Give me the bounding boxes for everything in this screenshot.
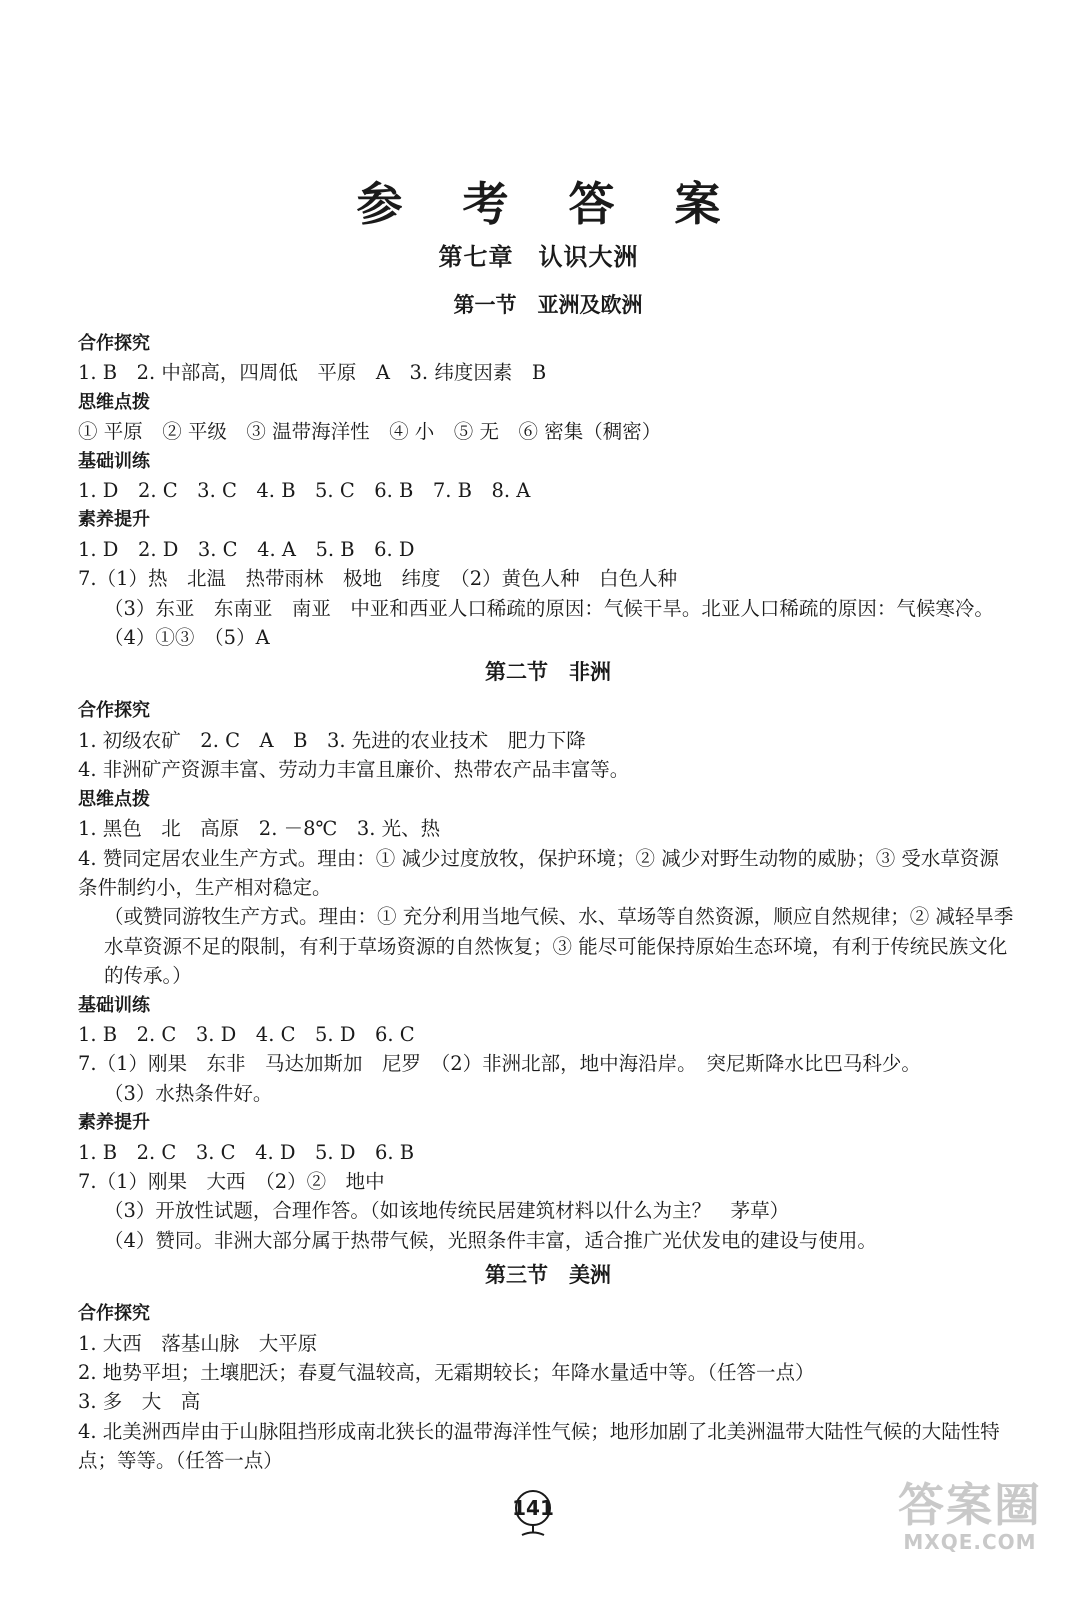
chapter-title: 第七章 认识大洲: [438, 242, 639, 271]
sub-heading: 基础训练: [78, 994, 150, 1016]
answer-line: （3）开放性试题，合理作答。（如该地传统民居建筑材料以什么为主？ 茅草）: [104, 1199, 790, 1223]
answer-line: 3. 多 大 高: [78, 1390, 201, 1414]
answer-line: 1. 初级农矿 2. C A B 3. 先进的农业技术 肥力下降: [78, 728, 586, 752]
answer-line: （3）东亚 东南亚 南亚 中亚和西亚人口稀疏的原因：气候干旱。北亚人口稀疏的原因：气候寒冷。: [104, 596, 994, 620]
watermark-logo-text: 答案圈: [898, 1478, 1042, 1532]
answer-line: （4）①③ （5）A: [104, 626, 270, 650]
sub-heading: 思维点拨: [78, 391, 150, 413]
sub-heading: 素养提升: [78, 1112, 150, 1134]
answer-content: [78, 285, 1018, 1476]
page-number: [508, 1488, 558, 1538]
answer-line: 1. B 2. C 3. C 4. D 5. D 6. B: [78, 1140, 415, 1164]
answer-line: 2. 地势平坦；土壤肥沃；春夏气温较高，无霜期较长；年降水量适中等。（任答一点）: [78, 1361, 815, 1384]
answer-line: ① 平原 ② 平级 ③ 温带海洋性 ④ 小 ⑤ 无 ⑥ 密集（稠密）: [78, 420, 662, 444]
section-title-americas: 第三节 美洲: [485, 1263, 611, 1288]
answer-line: 1. B 2. C 3. D 4. C 5. D 6. C: [78, 1022, 415, 1046]
answer-paragraph: 4. 北美洲西岸由于山脉阻挡形成南北狭长的温带海洋性气候；地形加剧了北美洲温带大陆性气候的大陆性特点；等等。（任答一点）: [78, 1419, 1000, 1473]
sub-heading: 思维点拨: [78, 788, 150, 810]
answer-line: 1. B 2. 中部高，四周低 平原 A 3. 纬度因素 B: [78, 361, 547, 385]
watermark: [885, 1480, 1055, 1560]
section-title-africa: 第二节 非洲: [485, 660, 611, 685]
sub-heading: 素养提升: [78, 509, 150, 531]
watermark-url: MXQE.COM: [903, 1530, 1037, 1554]
answer-line: 1. 黑色 北 高原 2. －8℃ 3. 光、热: [78, 817, 441, 841]
answer-paragraph: 4. 赞同定居农业生产方式。理由：① 减少过度放牧，保护环境；② 减少对野生动物的威胁；③ 受水草资源条件制约小，生产相对稳定。: [78, 846, 999, 899]
page-title: 参 考 答 案: [356, 177, 743, 231]
answer-line: 1. 大西 落基山脉 大平原: [78, 1331, 318, 1355]
answer-line: 7.（1）刚果 大西 （2）② 地中: [78, 1169, 385, 1193]
page-number-text: 141: [512, 1496, 554, 1520]
answer-line: 7.（1）热 北温 热带雨林 极地 纬度 （2）黄色人种 白色人种: [78, 567, 678, 591]
answer-line: （3）水热条件好。: [104, 1081, 273, 1105]
answer-line: 1. D 2. D 3. C 4. A 5. B 6. D: [78, 537, 415, 561]
sub-heading: 基础训练: [78, 450, 150, 472]
sub-heading: 合作探究: [78, 700, 150, 722]
answer-line: 1. D 2. C 3. C 4. B 5. C 6. B 7. B 8. A: [78, 479, 531, 503]
answer-line: 4. 非洲矿产资源丰富、劳动力丰富且廉价、热带农产品丰富等。: [78, 758, 630, 782]
sub-heading: 合作探究: [78, 333, 150, 354]
answer-line: 7.（1）刚果 东非 马达加斯加 尼罗 （2）非洲北部，地中海沿岸。 突尼斯降水比巴马科少。: [78, 1052, 921, 1076]
answer-paragraph: （或赞同游牧生产方式。理由：① 充分利用当地气候、水、草场等自然资源，顺应自然规律；② 减轻旱季水草资源不足的限制，有利于草场资源的自然恢复；③ 能尽可能保持原始生态环境，有利于传统民族文化的传承。）: [104, 905, 1014, 988]
sub-heading: 合作探究: [78, 1303, 150, 1325]
answer-line: （4）赞同。非洲大部分属于热带气候，光照条件丰富，适合推广光伏发电的建设与使用。: [104, 1228, 877, 1252]
section-title-asia-europe: 第一节 亚洲及欧洲: [453, 293, 643, 317]
